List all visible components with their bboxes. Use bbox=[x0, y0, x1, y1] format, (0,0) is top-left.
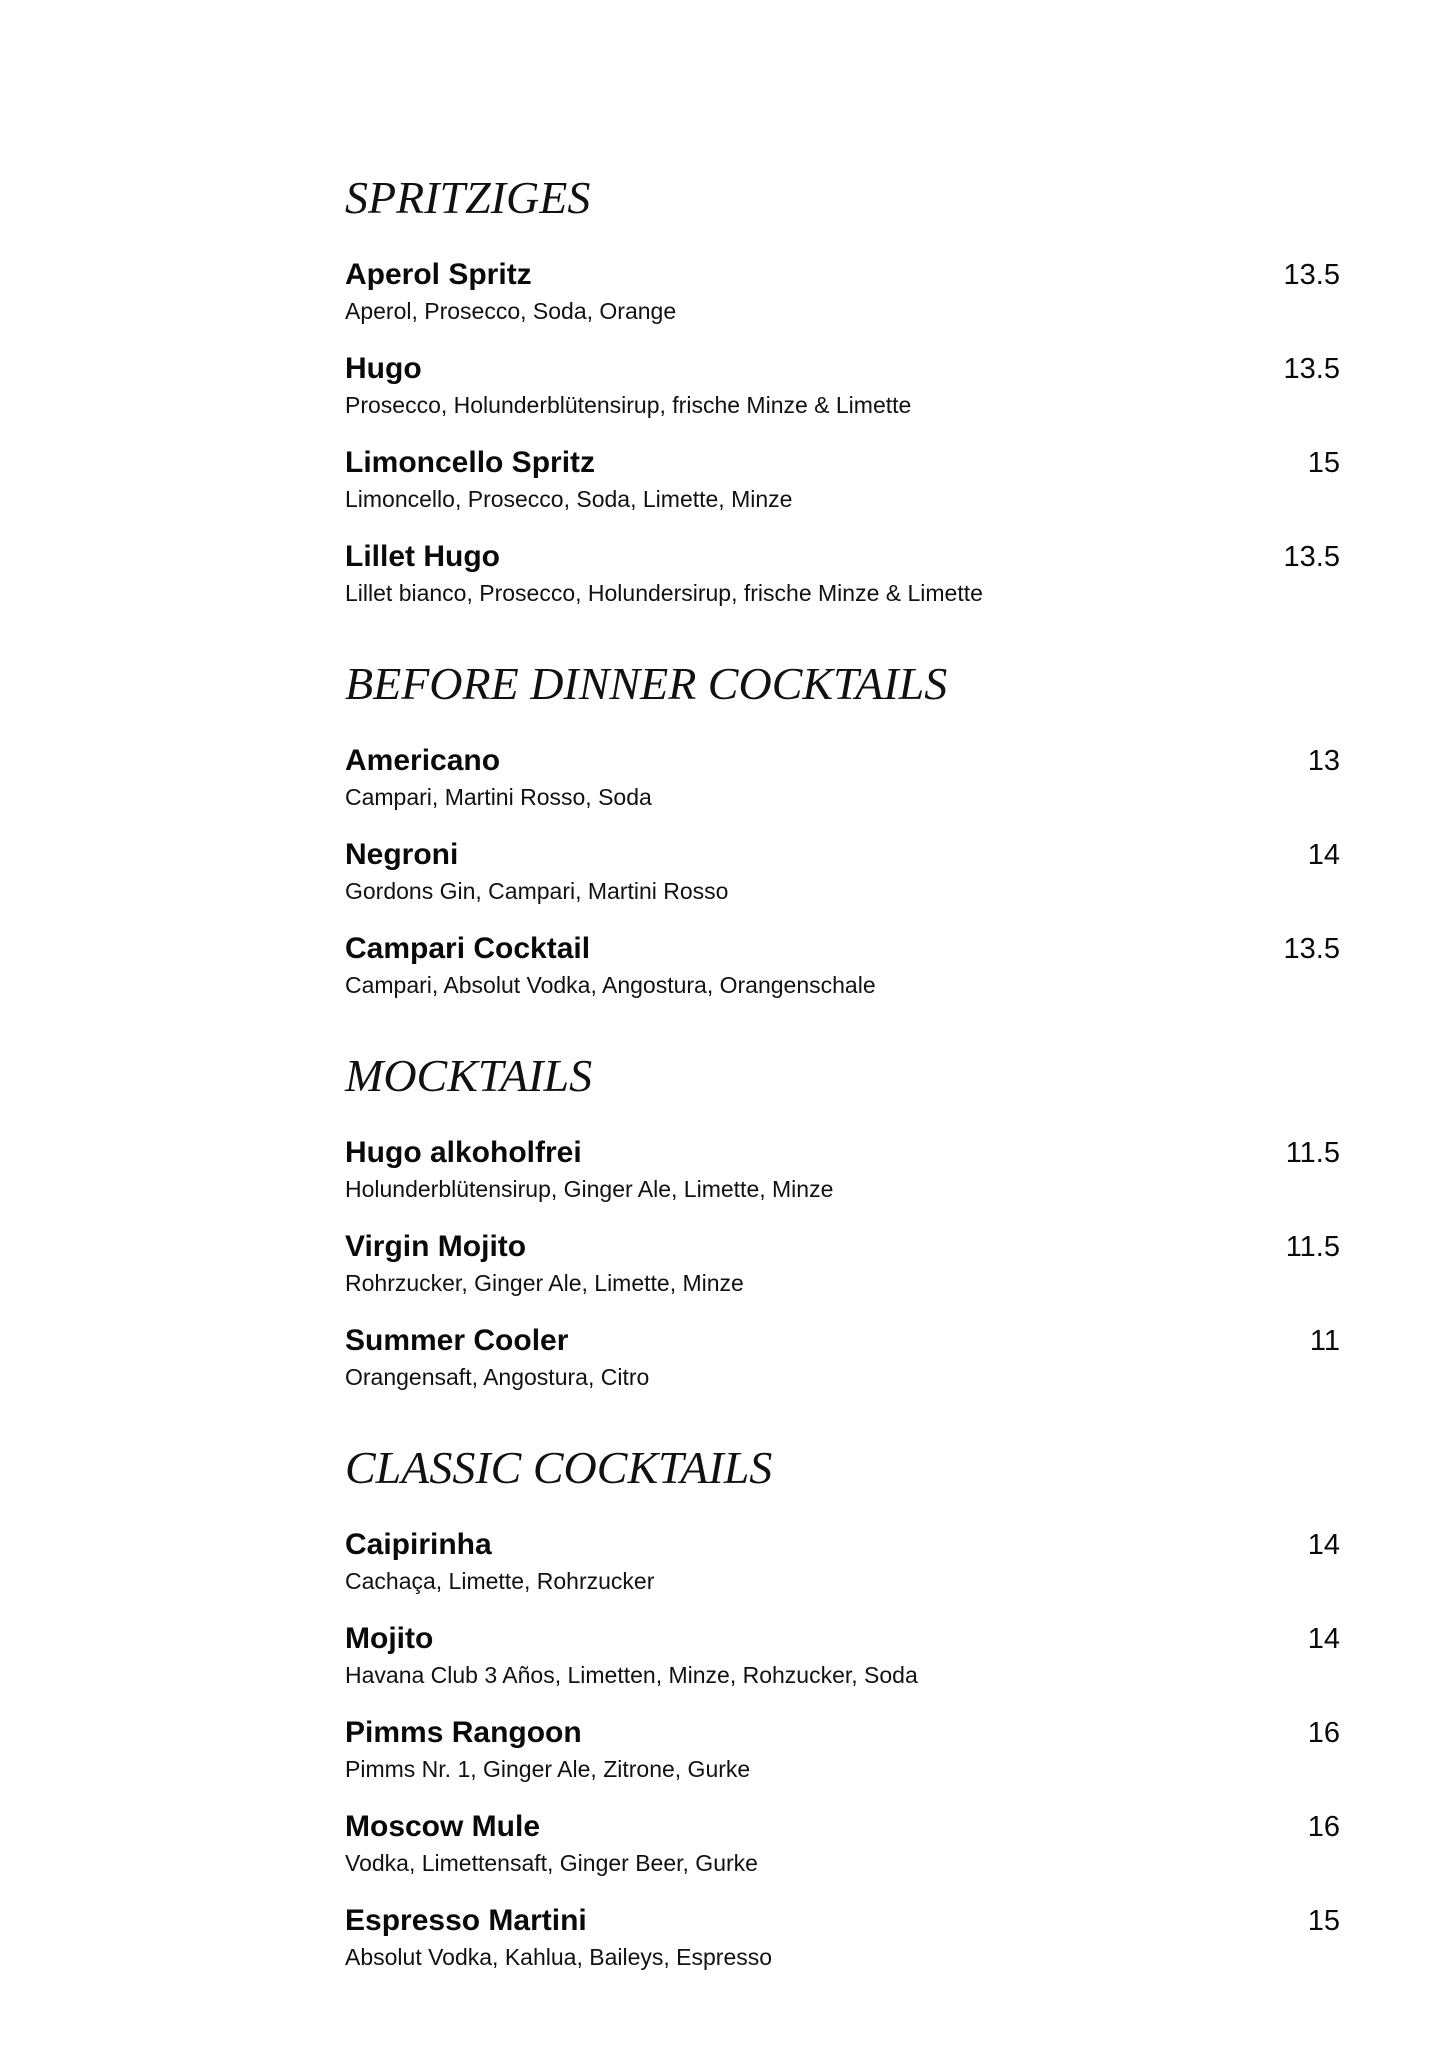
item-price: 16 bbox=[1307, 1717, 1340, 1749]
item-name: Virgin Mojito bbox=[345, 1230, 527, 1263]
menu-item bbox=[345, 836, 1340, 908]
menu-item bbox=[345, 1526, 1340, 1598]
item-price: 13.5 bbox=[1283, 933, 1340, 965]
item-name: Pimms Rangoon bbox=[345, 1716, 582, 1749]
item-price: 14 bbox=[1307, 839, 1340, 871]
menu-section-classic-cocktails bbox=[345, 1438, 1340, 1974]
item-name: Summer Cooler bbox=[345, 1324, 569, 1357]
item-description: Havana Club 3 Años, Limetten, Minze, Rohzucker, Soda bbox=[345, 1662, 918, 1688]
item-name: Campari Cocktail bbox=[345, 932, 591, 965]
item-price: 13.5 bbox=[1283, 259, 1340, 291]
menu-item bbox=[345, 930, 1340, 1002]
item-description: Campari, Absolut Vodka, Angostura, Orangenschale bbox=[345, 972, 876, 998]
item-description: Holunderblütensirup, Ginger Ale, Limette, Minze bbox=[345, 1176, 834, 1202]
item-description: Campari, Martini Rosso, Soda bbox=[345, 784, 652, 810]
menu-section-spritziges bbox=[345, 168, 1340, 610]
item-description: Rohrzucker, Ginger Ale, Limette, Minze bbox=[345, 1270, 744, 1296]
item-description: Pimms Nr. 1, Ginger Ale, Zitrone, Gurke bbox=[345, 1756, 751, 1782]
item-description: Prosecco, Holunderblütensirup, frische Minze & Limette bbox=[345, 392, 912, 418]
section-title: SPRITZIGES bbox=[345, 172, 591, 223]
item-description: Limoncello, Prosecco, Soda, Limette, Minze bbox=[345, 486, 793, 512]
menu-item bbox=[345, 350, 1340, 422]
menu-section-before-dinner-cocktails bbox=[345, 654, 1340, 1002]
item-description: Absolut Vodka, Kahlua, Baileys, Espresso bbox=[345, 1944, 773, 1970]
item-price: 16 bbox=[1307, 1811, 1340, 1843]
menu-page bbox=[345, 168, 1340, 2018]
item-name: Hugo bbox=[345, 352, 422, 385]
item-description: Vodka, Limettensaft, Ginger Beer, Gurke bbox=[345, 1850, 758, 1876]
menu-item bbox=[345, 1228, 1340, 1300]
item-price: 13.5 bbox=[1283, 541, 1340, 573]
item-price: 13.5 bbox=[1283, 353, 1340, 385]
item-name: Moscow Mule bbox=[345, 1810, 541, 1843]
menu-item bbox=[345, 1620, 1340, 1692]
menu-item bbox=[345, 538, 1340, 610]
item-price: 14 bbox=[1307, 1529, 1340, 1561]
item-price: 15 bbox=[1307, 447, 1340, 479]
menu-item bbox=[345, 1322, 1340, 1394]
item-name: Espresso Martini bbox=[345, 1904, 587, 1937]
item-name: Hugo alkoholfrei bbox=[345, 1136, 582, 1169]
menu-item bbox=[345, 1134, 1340, 1206]
section-title: BEFORE DINNER COCKTAILS bbox=[345, 658, 948, 709]
item-name: Negroni bbox=[345, 838, 459, 871]
menu-item bbox=[345, 1902, 1340, 1974]
item-price: 11.5 bbox=[1285, 1231, 1340, 1263]
section-title: MOCKTAILS bbox=[345, 1050, 593, 1101]
item-name: Limoncello Spritz bbox=[345, 446, 596, 479]
section-title: CLASSIC COCKTAILS bbox=[345, 1442, 773, 1493]
item-name: Americano bbox=[345, 744, 501, 777]
item-price: 11.5 bbox=[1285, 1137, 1340, 1169]
item-description: Orangensaft, Angostura, Citro bbox=[345, 1364, 650, 1390]
item-description: Aperol, Prosecco, Soda, Orange bbox=[345, 298, 677, 324]
item-price: 11 bbox=[1309, 1325, 1340, 1357]
menu-item bbox=[345, 444, 1340, 516]
item-name: Aperol Spritz bbox=[345, 258, 532, 291]
item-name: Caipirinha bbox=[345, 1528, 492, 1561]
menu-item bbox=[345, 742, 1340, 814]
menu-item bbox=[345, 256, 1340, 328]
item-name: Lillet Hugo bbox=[345, 540, 500, 573]
item-price: 15 bbox=[1307, 1905, 1340, 1937]
menu-item bbox=[345, 1714, 1340, 1786]
item-description: Gordons Gin, Campari, Martini Rosso bbox=[345, 878, 729, 904]
item-price: 14 bbox=[1307, 1623, 1340, 1655]
item-price: 13 bbox=[1307, 745, 1340, 777]
item-description: Lillet bianco, Prosecco, Holundersirup, frische Minze & Limette bbox=[345, 580, 983, 606]
item-name: Mojito bbox=[345, 1622, 434, 1655]
menu-section-mocktails bbox=[345, 1046, 1340, 1394]
menu-item bbox=[345, 1808, 1340, 1880]
item-description: Cachaça, Limette, Rohrzucker bbox=[345, 1568, 655, 1594]
